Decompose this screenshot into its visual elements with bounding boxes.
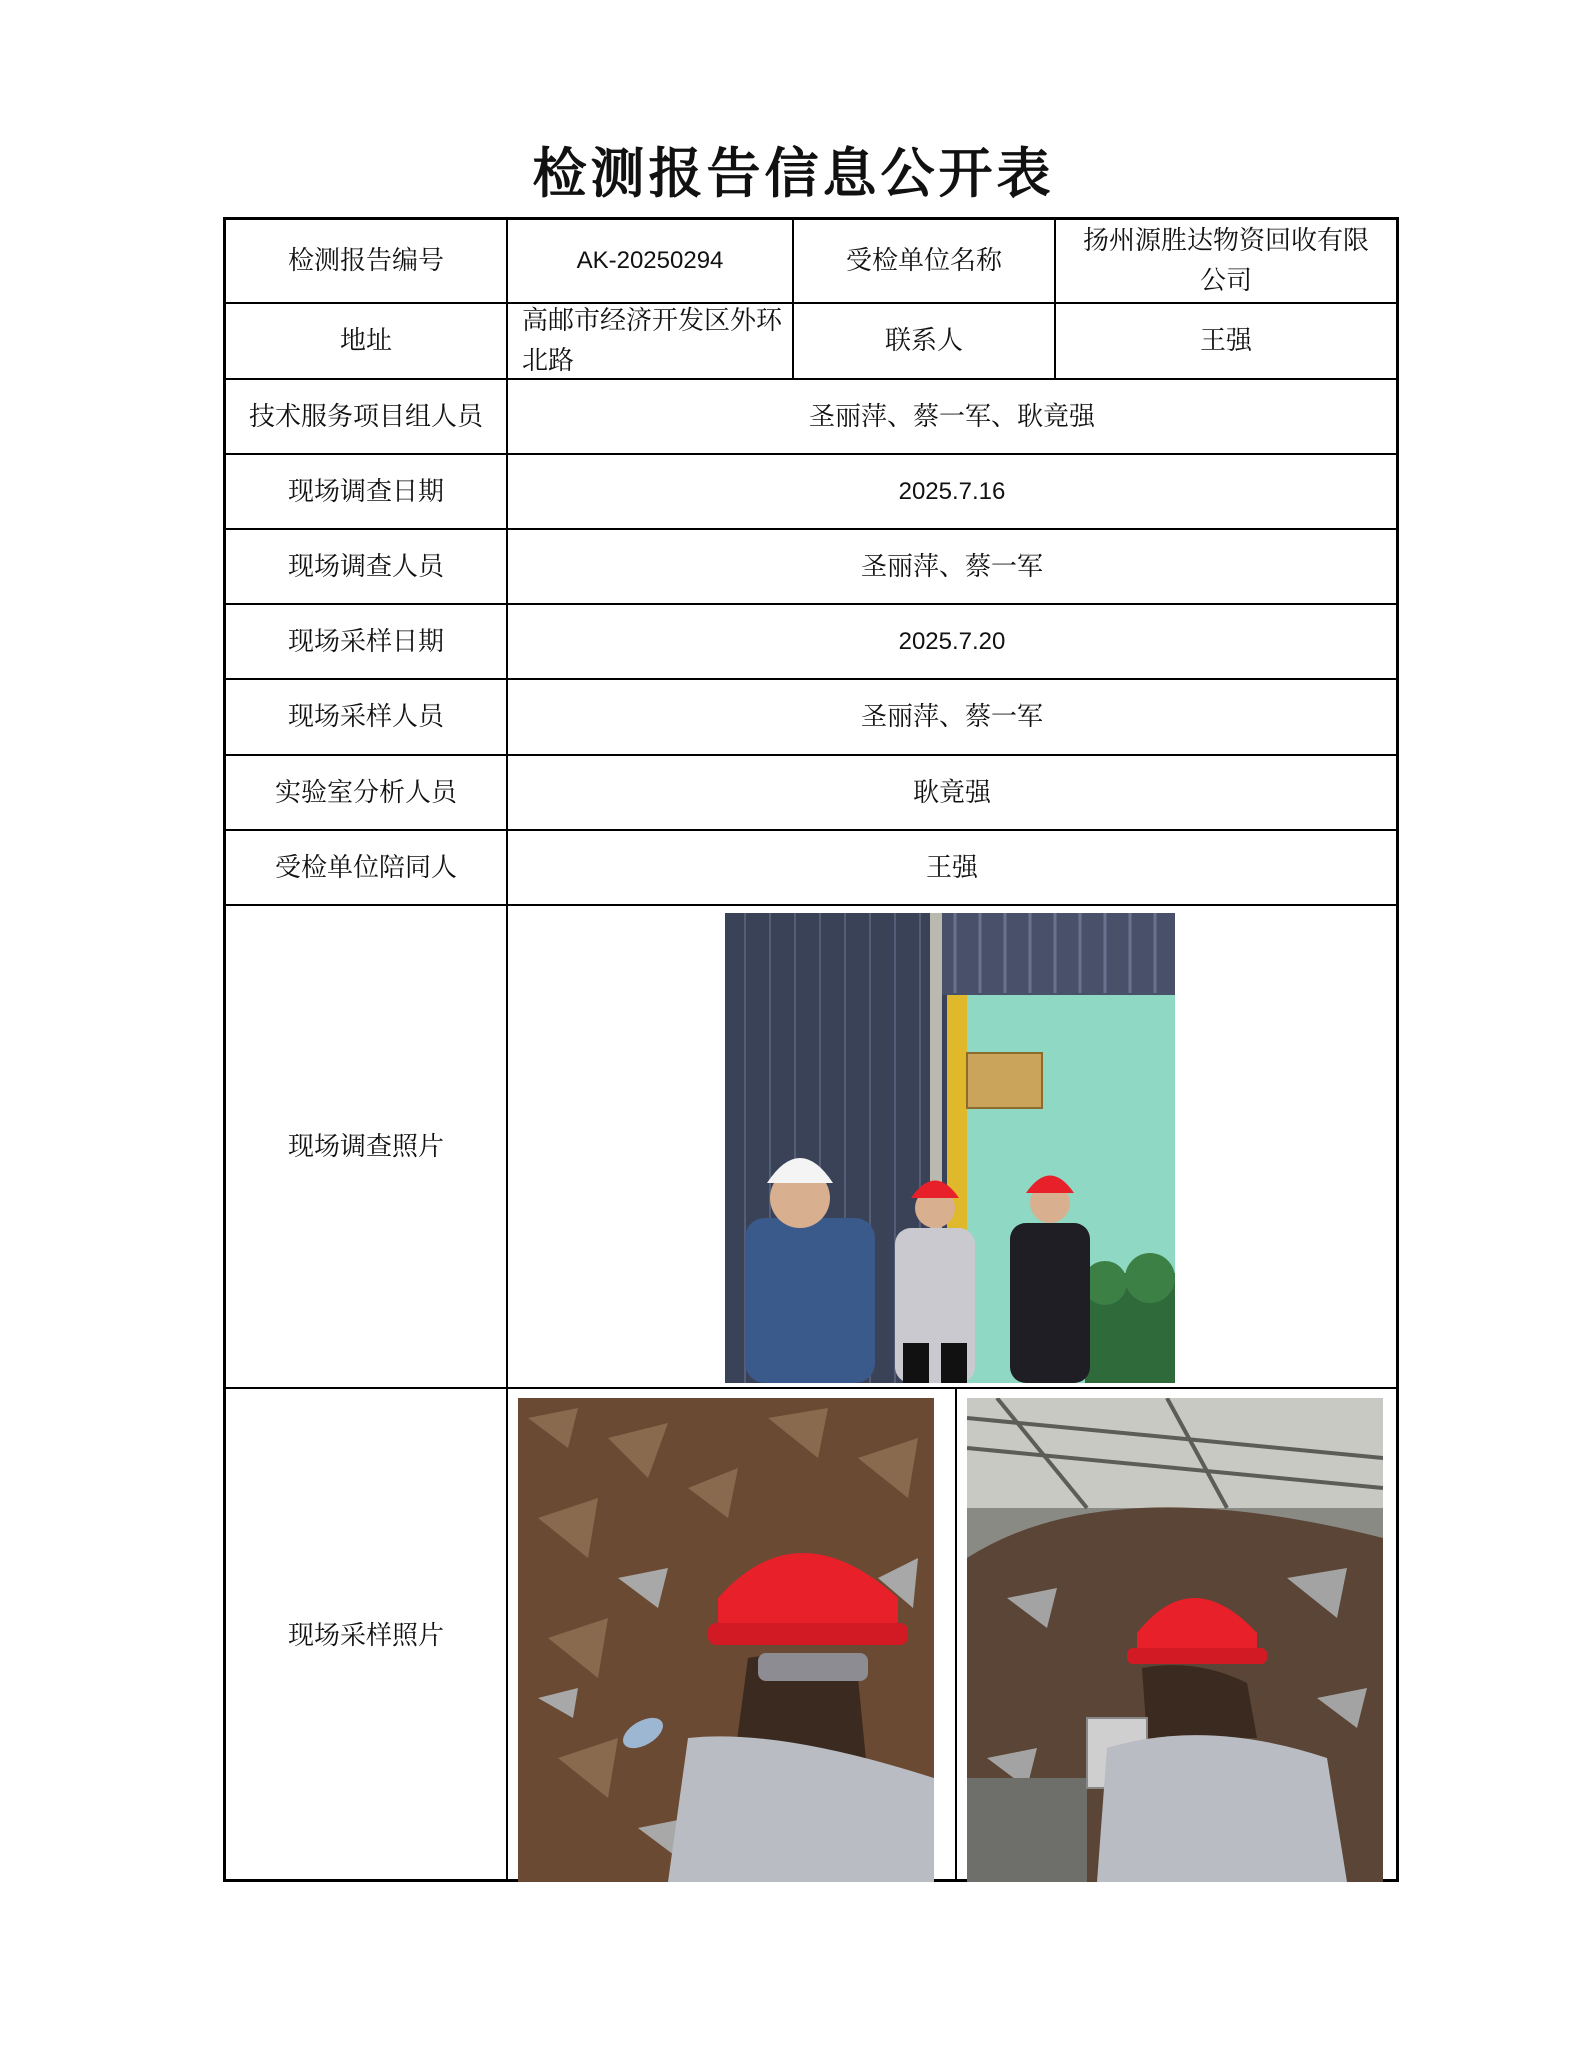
sample-photo-1	[518, 1398, 934, 1882]
survey-photo	[725, 913, 1175, 1383]
sample-date-label: 现场采样日期	[287, 626, 444, 657]
info-table	[223, 217, 1399, 1882]
unit-name-label: 受检单位名称	[845, 246, 1002, 276]
sample-staff-value: 圣丽萍、蔡一军	[860, 702, 1043, 732]
survey-staff-label: 现场调查人员	[287, 551, 444, 582]
survey-photo-label: 现场调查照片	[287, 1131, 444, 1162]
unit-name-value: 扬州源胜达物资回收有限公司	[1082, 226, 1369, 296]
report-no-value: AK-20250294	[576, 247, 724, 274]
escort-value: 王强	[925, 852, 978, 883]
sample-staff-label: 现场采样人员	[287, 702, 444, 732]
survey-date-value: 2025.7.16	[898, 477, 1006, 505]
lab-staff-label: 实验室分析人员	[274, 777, 457, 808]
contact-value: 王强	[1199, 326, 1252, 356]
escort-label: 受检单位陪同人	[274, 852, 457, 883]
team-label: 技术服务项目组人员	[248, 401, 483, 432]
sample-photo-2	[967, 1398, 1383, 1882]
sample-date-value: 2025.7.20	[898, 627, 1006, 655]
survey-staff-value: 圣丽萍、蔡一军	[860, 551, 1043, 582]
sample-photo-label: 现场采样照片	[287, 1620, 444, 1651]
address-value: 高邮市经济开发区外环北路	[522, 306, 783, 376]
lab-staff-value: 耿竟强	[912, 777, 991, 808]
team-value: 圣丽萍、蔡一军、耿竟强	[808, 401, 1095, 432]
contact-label: 联系人	[884, 326, 963, 356]
page-title: 检测报告信息公开表	[532, 141, 1055, 205]
survey-date-label: 现场调查日期	[287, 476, 444, 507]
report-no-label: 检测报告编号	[287, 246, 444, 276]
address-label: 地址	[339, 326, 392, 356]
